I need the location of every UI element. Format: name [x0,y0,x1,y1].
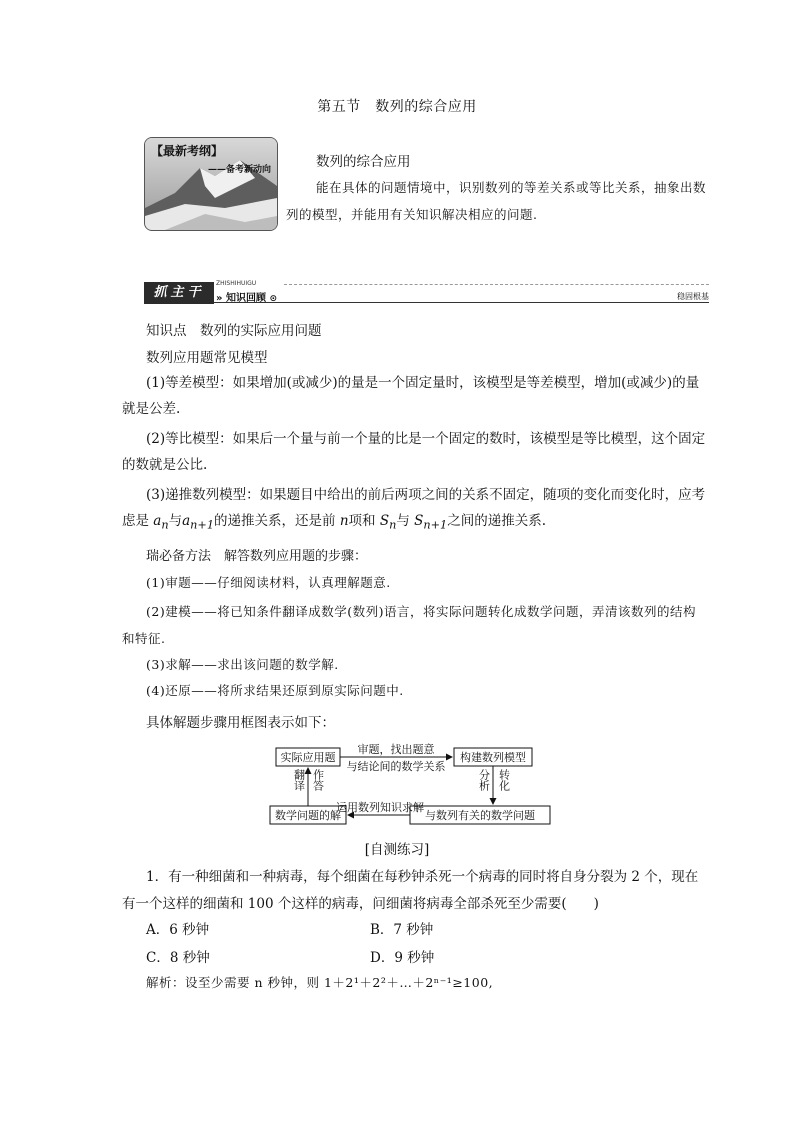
page-title: 第五节 数列的综合应用 [317,99,477,115]
model-2: (2)等比模型：如果后一个量与前一个量的比是一个固定的数时，该模型是等比模型，这个固定的数就是公比. [122,431,706,473]
method-step-1: (1)审题——仔细阅读材料，认真理解题意. [146,575,391,590]
kaogang-badge-image [144,137,278,231]
analysis: 解析：设至少需要 n 秒钟，则 1＋2¹＋2²＋…＋2ⁿ⁻¹≥100, [146,975,494,990]
kaogang-badge-title: 【最新考纲】 [151,144,224,158]
option-a: A．6 秒钟 [146,922,210,938]
option-b: B．7 秒钟 [370,922,434,938]
section-tag: 抓主干 [144,282,214,304]
option-d: D．9 秒钟 [370,950,435,966]
question-1-options [0,918,794,978]
flow-box-practical-label: 实际应用题 [280,751,336,764]
method-step-3: (3)求解——求出该问题的数学解. [146,657,339,672]
flow-intro: 具体解题步骤用框图表示如下： [146,715,335,731]
flow-label-left-2: 作答 [311,769,325,791]
flow-label-right-1: 分析 [477,769,491,791]
flow-box-math-problem-label: 与数列有关的数学问题 [425,809,535,822]
section-header-bar [144,282,709,304]
section-right-label: 稳固根基 [677,292,709,301]
kaogang-description: 能在具体的问题情境中，识别数列的等差关系或等比关系，抽象出数列的模型，并能用有关知识解决相应的问题. [286,180,707,222]
method-step-4: (4)还原——将所求结果还原到原实际问题中. [146,683,404,698]
flow-box-solution-label: 数学问题的解 [275,809,341,822]
flow-box-model-label: 构建数列模型 [460,751,526,764]
circle-arrow-icon: ⊙ [269,294,277,304]
section-title-text: 知识回顾 [225,293,266,304]
exercise-heading: [自测练习] [364,842,430,858]
flow-label-left-1: 翻译 [292,769,306,791]
model-1: (1)等差模型：如果增加(或减少)的量是一个固定量时，该模型是等差模型，增加(或减少)的量就是公差. [122,375,700,417]
flow-label-bottom: 运用数列知识求解 [336,801,424,814]
flow-label-top-2: 与结论间的数学关系 [346,760,446,773]
divider [214,302,709,303]
flow-label-top-1: 审题，找出题意 [357,743,435,756]
section-pinyin: ZHISHIHUIGU [216,280,257,287]
option-c: C．8 秒钟 [146,950,210,966]
model-3: (3)递推数列模型：如果题目中给出的前后两项之间的关系不固定，随项的变化而变化时，应考虑是 $a_n$与$a_{n+1}$的递推关系，还是前 n项和 $S_n$与 $S_{n+1}$之间的递推关系. [122,487,706,532]
divider [284,284,709,285]
question-1: 1．有一种细菌和一种病毒，每个细菌在每秒钟杀死一个病毒的同时将自身分裂为 2 个，现在有一个这样的细菌和 100 个这样的病毒，问细菌将病毒全部杀死至少需要( ) [122,869,699,912]
kaogang-topic: 数列的综合应用 [316,154,411,170]
kaogang-badge-subtitle: ——备考新动向 [207,165,271,175]
flowchart [262,740,562,830]
knowledge-subheading: 数列应用题常见模型 [146,350,268,366]
flow-label-right-2: 转化 [497,769,511,791]
method-step-2: (2)建模——将已知条件翻译成数学(数列)语言，将实际问题转化成数学问题，弄清该数列的结构和特征. [122,604,696,646]
knowledge-heading: 知识点 数列的实际应用问题 [146,323,322,339]
method-heading: 瑞必备方法 解答数列应用题的步骤： [146,549,368,564]
double-chevron-icon: » [216,293,223,304]
